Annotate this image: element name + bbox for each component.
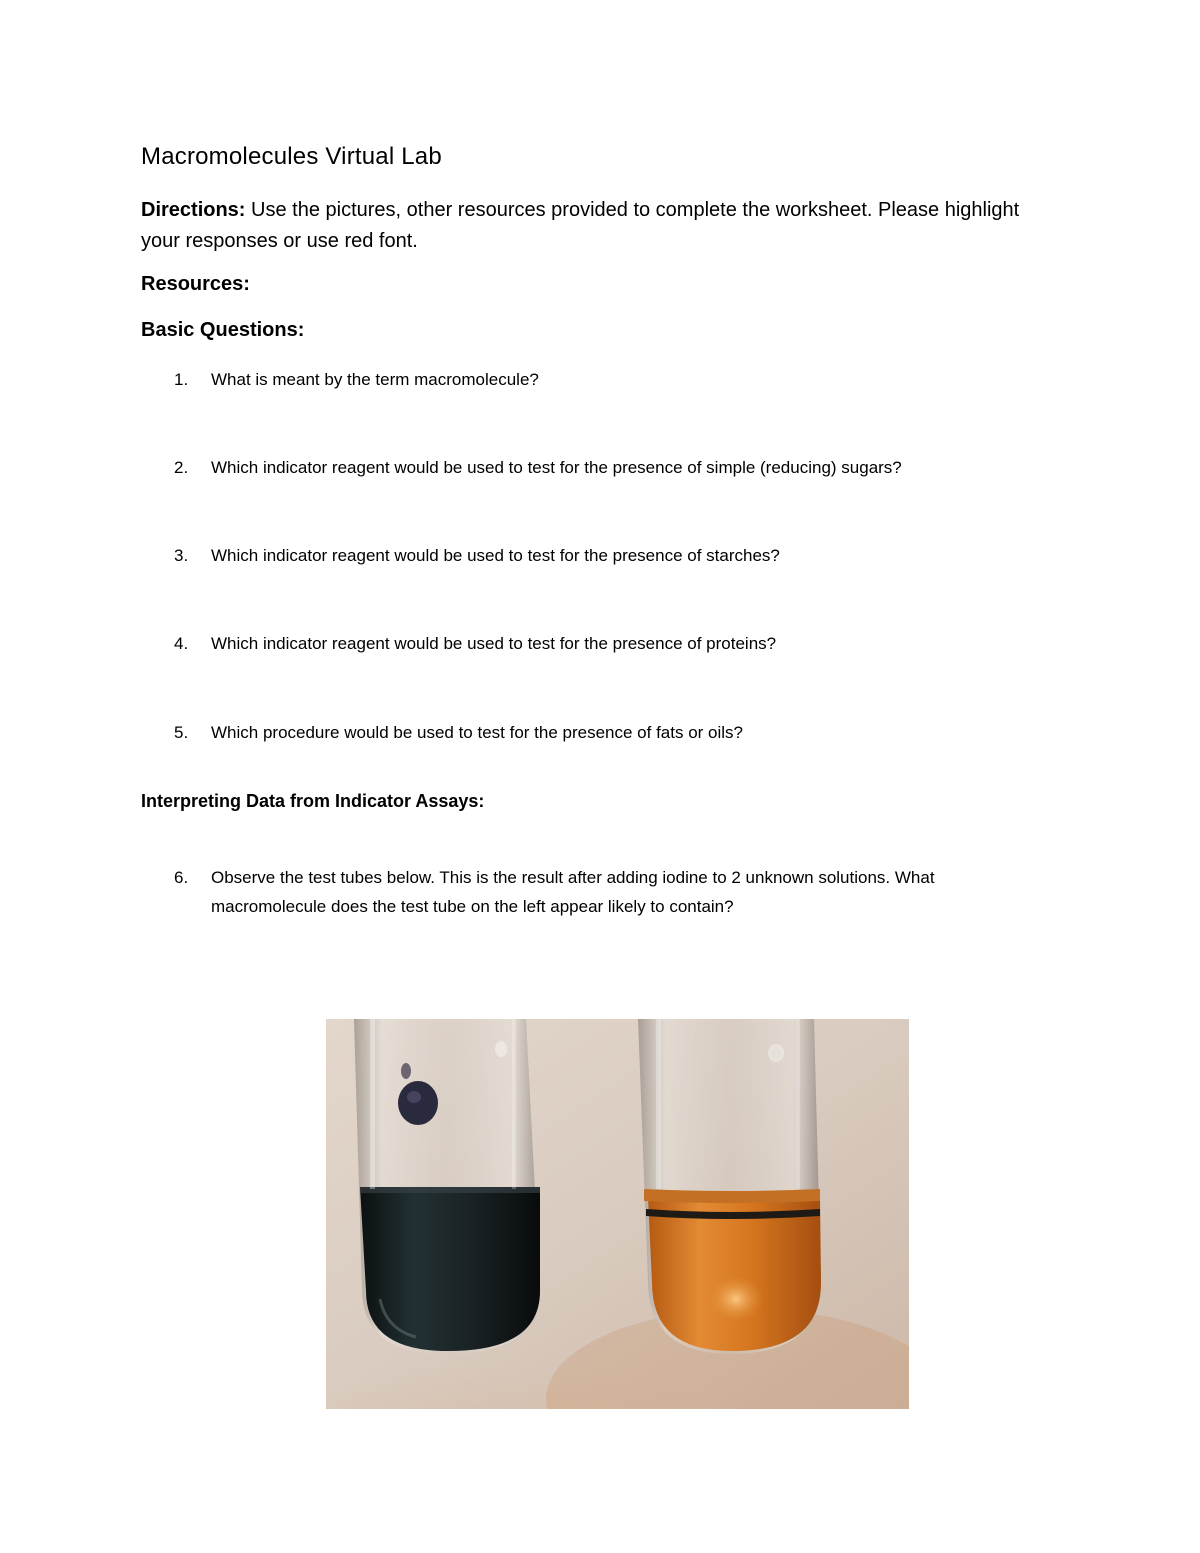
interpreting-data-heading: Interpreting Data from Indicator Assays: (141, 791, 485, 811)
question-2 (174, 453, 1054, 482)
right-test-tube (638, 1019, 821, 1354)
question-text: Which indicator reagent would be used to test for the presence of simple (reducing) sugars? (211, 458, 902, 477)
directions-text: Use the pictures, other resources provided to complete the worksheet. Please highlight your responses or use red font. (141, 199, 1020, 252)
question-number: 5. (174, 723, 189, 742)
question-5 (174, 718, 1054, 747)
left-test-tube (354, 1019, 540, 1354)
question-number: 1. (174, 370, 189, 389)
question-number: 4. (174, 634, 189, 653)
question-3 (174, 541, 1054, 570)
directions-paragraph (141, 195, 1041, 257)
resources-heading: Resources: (141, 273, 250, 295)
test-tubes-illustration (326, 1019, 909, 1409)
question-text: Which procedure would be used to test for the presence of fats or oils? (211, 723, 744, 742)
question-1 (174, 365, 1054, 394)
question-number: 6. (174, 868, 189, 887)
question-number: 3. (174, 546, 189, 565)
question-text: Observe the test tubes below. This is the result after adding iodine to 2 unknown solutions. What macromolecule does the test tube on the left appear likely to contain? (211, 868, 935, 916)
question-4 (174, 629, 1054, 658)
question-6 (174, 863, 1054, 921)
question-text: Which indicator reagent would be used to test for the presence of proteins? (211, 634, 777, 653)
question-text: Which indicator reagent would be used to test for the presence of starches? (211, 546, 780, 565)
question-number: 2. (174, 458, 189, 477)
test-tubes-photo (326, 1019, 909, 1409)
question-text: What is meant by the term macromolecule? (211, 370, 539, 389)
basic-questions-heading: Basic Questions: (141, 319, 305, 341)
page-title: Macromolecules Virtual Lab (141, 143, 442, 170)
directions-label: Directions: (141, 199, 246, 221)
